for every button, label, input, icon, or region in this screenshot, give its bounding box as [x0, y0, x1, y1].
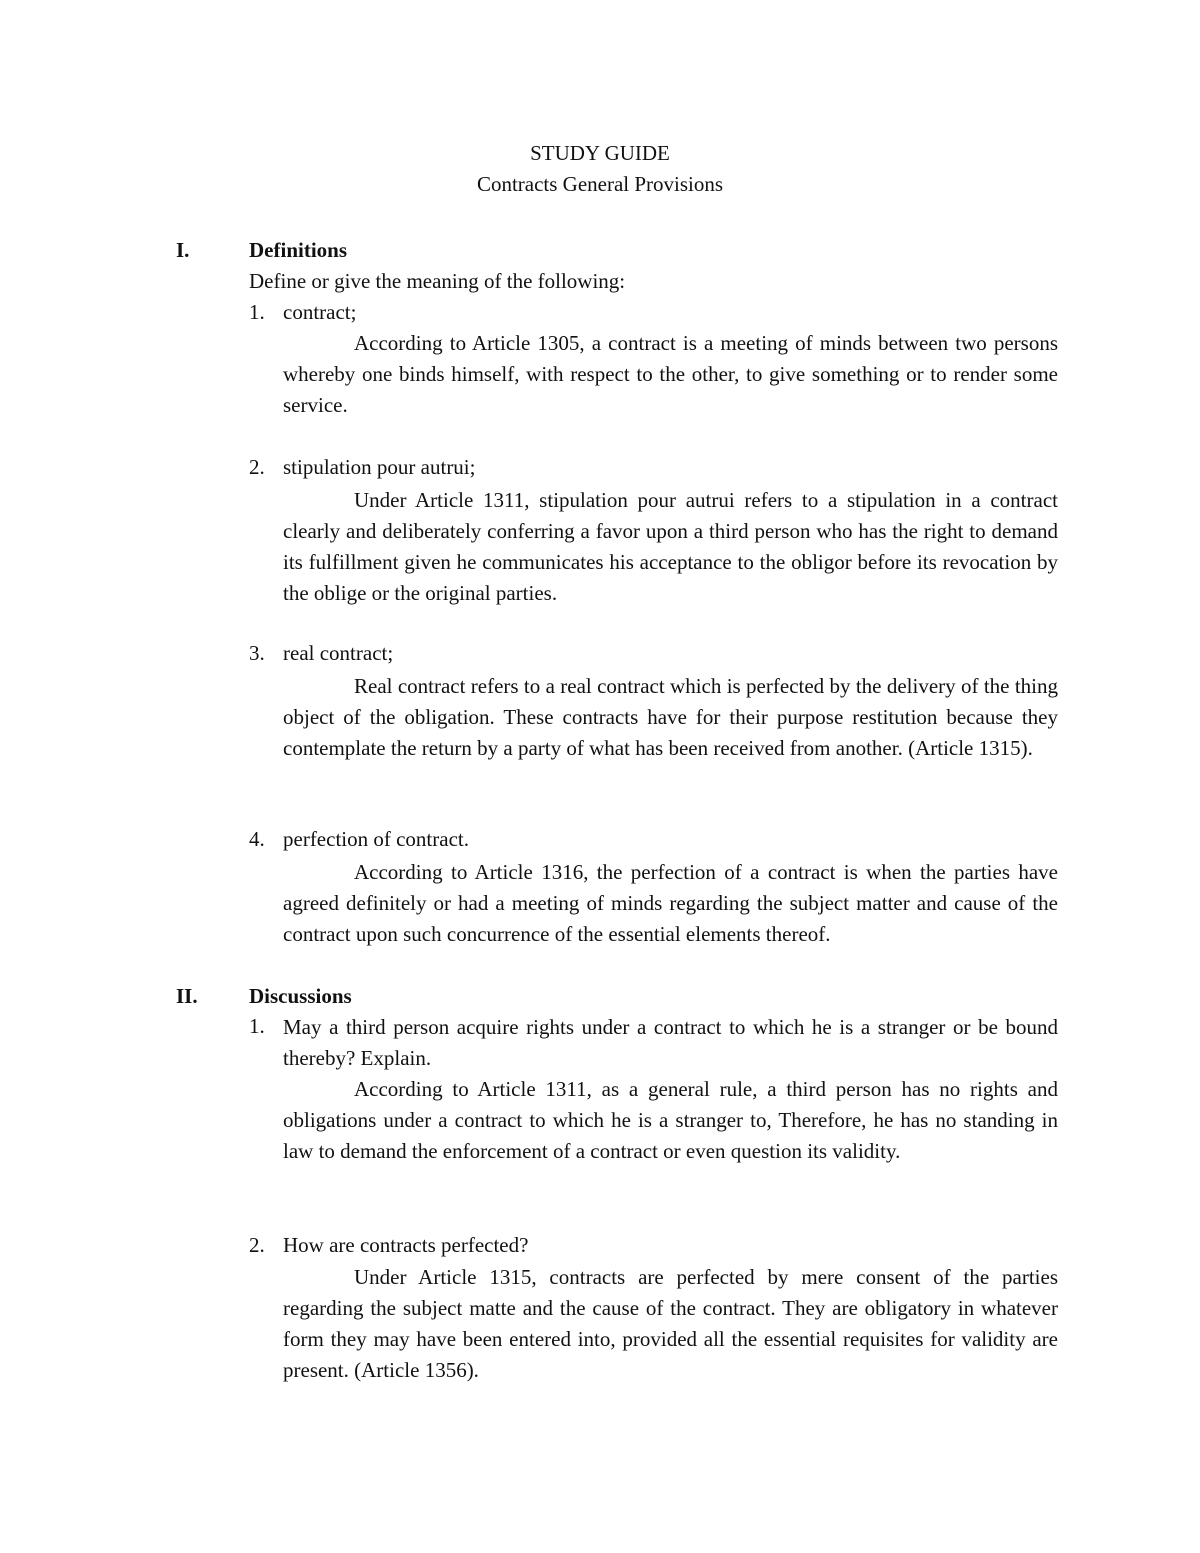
discussion-answer [283, 1074, 1058, 1167]
definition-number: 4. [249, 827, 265, 851]
definition-term: real contract; [283, 641, 394, 665]
definition-answer [283, 857, 1058, 950]
section-1-heading: Definitions [249, 238, 348, 262]
definition-answer-text: Real contract refers to a real contract which is perfected by the delivery of the thing object of the obligation. These contracts have for their purpose restitution because they contemplate the return by a party of what has been received from another. (Article 1315). [283, 674, 1058, 760]
definition-term: stipulation pour autrui; [283, 455, 476, 479]
definition-answer [283, 328, 1058, 421]
definition-term: perfection of contract. [283, 827, 469, 851]
section-1-numeral: I. [176, 238, 190, 262]
definition-answer [283, 671, 1058, 764]
discussion-number: 1. [249, 1014, 265, 1038]
definition-answer-text: Under Article 1311, stipulation pour autrui refers to a stipulation in a contract clearly and deliberately conferring a favor upon a third person who has the right to demand its fulfillment given he communicates his acceptance to the obligor before its revocation by the oblige or the original parties. [283, 488, 1058, 605]
discussion-answer [283, 1262, 1058, 1386]
definition-number: 3. [249, 641, 265, 665]
document-title: STUDY GUIDE [530, 141, 670, 165]
discussion-question: May a third person acquire rights under a contract to which he is a stranger or be bound thereby? Explain. [283, 1015, 1058, 1070]
discussion-number: 2. [249, 1233, 265, 1257]
section-1-instruction: Define or give the meaning of the following: [249, 269, 626, 293]
definition-answer-text: According to Article 1316, the perfection of a contract is when the parties have agreed definitely or had a meeting of minds regarding the subject matter and cause of the contract upon such concurrence of the essential elements thereof. [283, 860, 1058, 946]
document-subtitle: Contracts General Provisions [476, 172, 724, 196]
discussion-question: How are contracts perfected? [283, 1233, 529, 1257]
definition-number: 2. [249, 455, 265, 479]
section-2-numeral: II. [176, 984, 198, 1008]
section-2-heading: Discussions [249, 984, 352, 1008]
definition-answer [283, 485, 1058, 609]
discussion-answer-text: Under Article 1315, contracts are perfected by mere consent of the parties regarding the subject matte and the cause of the contract. They are obligatory in whatever form they may have been entered into, provided all the essential requisites for validity are present. (Article 1356). [283, 1265, 1058, 1382]
definition-term: contract; [283, 300, 357, 324]
definition-answer-text: According to Article 1305, a contract is a meeting of minds between two persons whereby one binds himself, with respect to the other, to give something or to render some service. [283, 331, 1058, 417]
definition-number: 1. [249, 300, 265, 324]
discussion-answer-text: According to Article 1311, as a general rule, a third person has no rights and obligations under a contract to which he is a stranger to, Therefore, he has no standing in law to demand the enforcement of a contract or even question its validity. [283, 1077, 1058, 1163]
